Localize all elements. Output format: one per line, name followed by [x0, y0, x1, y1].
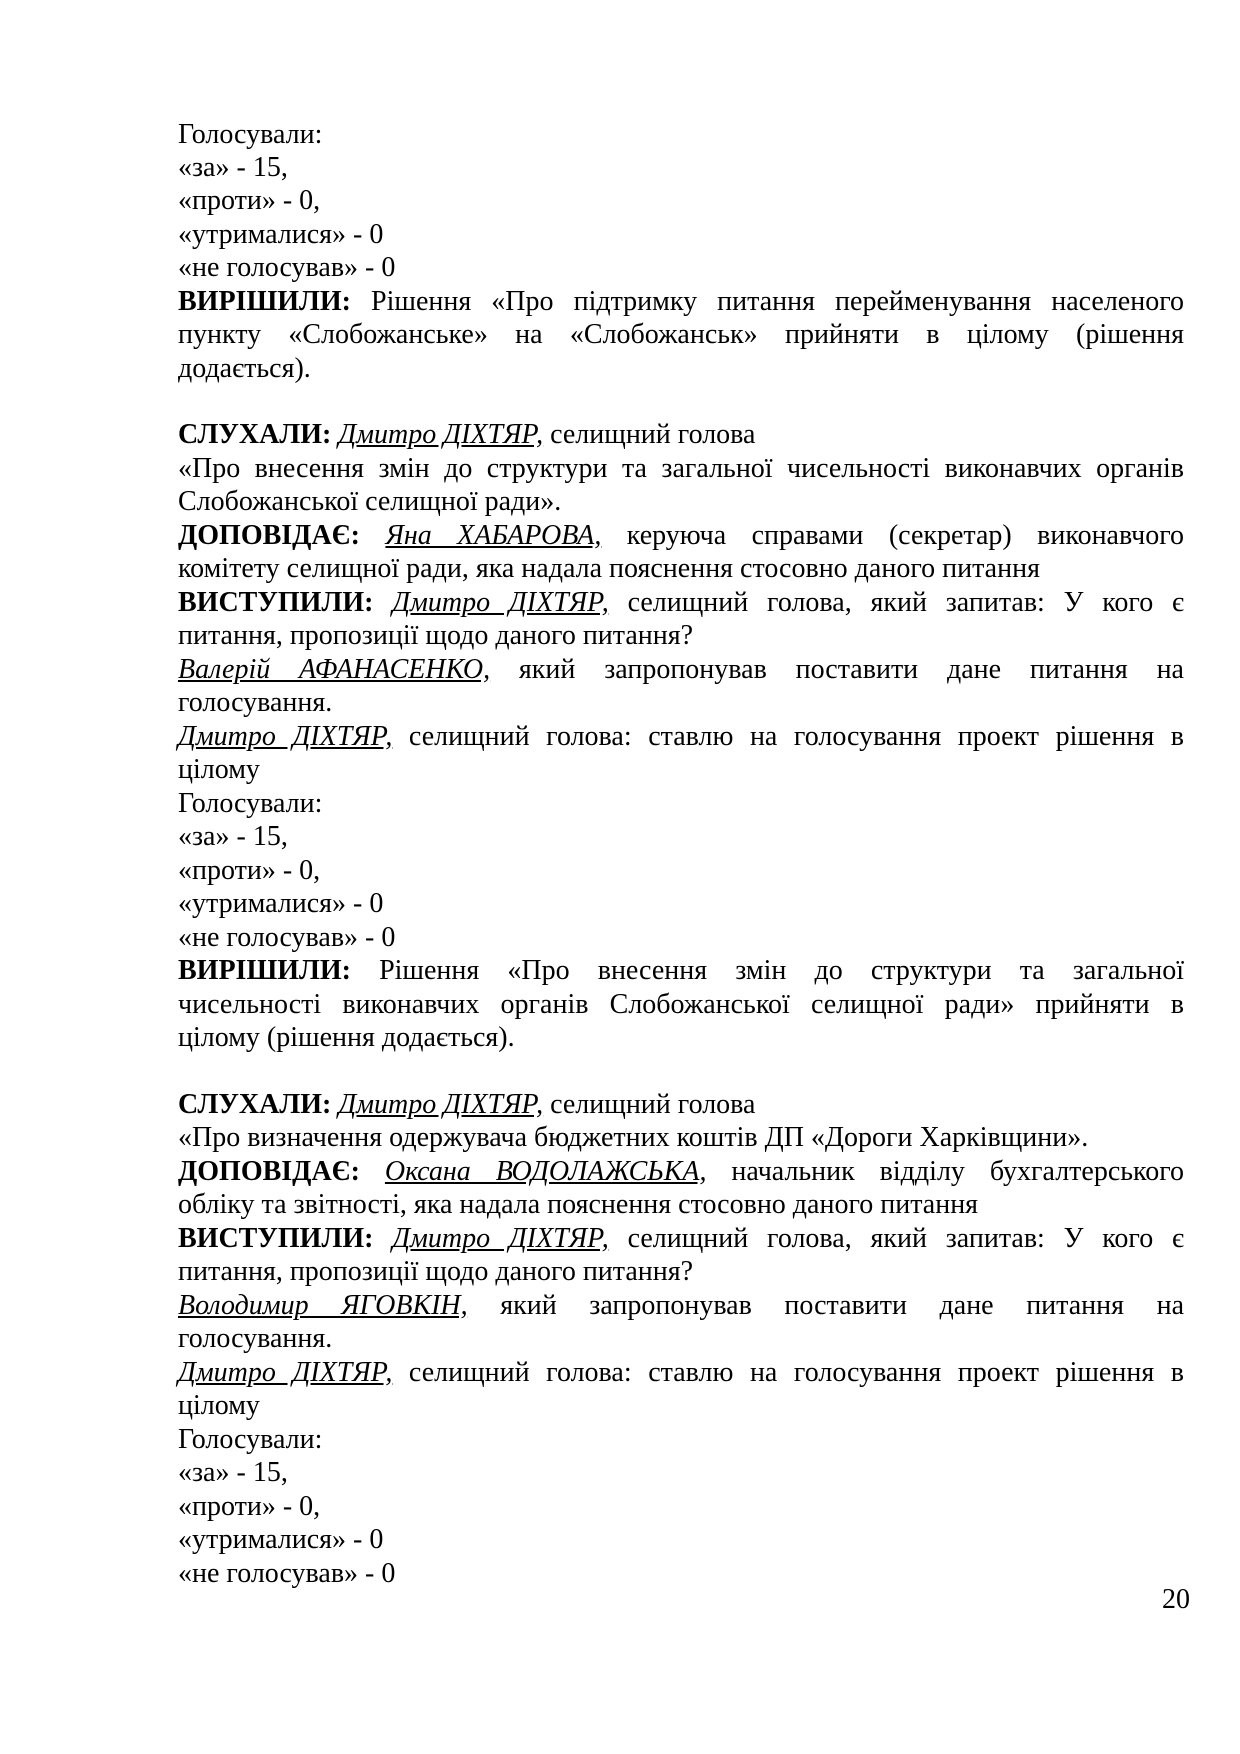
proposer-name: Валерій АФАНАСЕНКО,	[178, 654, 491, 685]
proposal-line	[178, 1289, 1184, 1323]
spoke-label: ВИСТУПИЛИ:	[178, 1223, 374, 1254]
heard-label: СЛУХАЛИ:	[178, 419, 332, 450]
spoke-label: ВИСТУПИЛИ:	[178, 587, 374, 618]
vote-for: «за» - 15,	[178, 152, 288, 183]
vote-abstained: «утрималися» - 0	[178, 219, 384, 250]
decided-label: ВИРІШИЛИ:	[178, 286, 351, 317]
reporter-name: Оксана ВОДОЛАЖСЬКА,	[384, 1156, 707, 1187]
speaker-name: Дмитро ДІХТЯР,	[392, 1223, 609, 1254]
proposal-line: голосування.	[178, 687, 333, 718]
spoke-text: селищний голова, який запитав: У кого є	[608, 587, 1185, 618]
speaker-name: Дмитро ДІХТЯР,	[392, 587, 609, 618]
speaker-role: селищний голова	[543, 419, 756, 450]
proposal-text: який запропонував поставити дане питання на	[467, 1290, 1185, 1321]
topic-line: Слобожанської селищної ради».	[178, 486, 562, 517]
chair-line	[178, 1356, 1184, 1390]
voted-label: Голосували:	[178, 788, 323, 819]
report-text: керуюча справами (секретар) виконавчого	[601, 520, 1185, 551]
decided-label: ВИРІШИЛИ:	[178, 955, 351, 986]
decision-line: чисельності виконавчих органів Слобожанської селищної ради» прийняти в	[178, 989, 1184, 1020]
topic-line: «Про визначення одержувача бюджетних коштів ДП «Дороги Харківщини».	[178, 1122, 1089, 1153]
chair-line: цілому	[178, 1390, 260, 1421]
voted-label: Голосували:	[178, 1424, 323, 1455]
report-label: ДОПОВІДАЄ:	[178, 1156, 360, 1187]
spoke-text: селищний голова, який запитав: У кого є	[608, 1223, 1185, 1254]
decision-line: цілому (рішення додається).	[178, 1022, 515, 1053]
report-label: ДОПОВІДАЄ:	[178, 520, 360, 551]
decision-line: додається).	[178, 353, 311, 384]
report-line: обліку та звітності, яка надала пояснення стосовно даного питання	[178, 1189, 979, 1220]
vote-for: «за» - 15,	[178, 821, 288, 852]
decision-line	[178, 285, 1184, 319]
vote-against: «проти» - 0,	[178, 855, 321, 886]
page-number: 20	[1162, 1584, 1190, 1615]
heard-line	[178, 1088, 1184, 1122]
vote-not-voted: «не голосував» - 0	[178, 252, 396, 283]
topic-line: «Про внесення змін до структури та загальної чисельності виконавчих органів	[178, 453, 1184, 484]
spoke-line	[178, 586, 1184, 620]
proposer-name: Володимир ЯГОВКІН,	[178, 1290, 468, 1321]
chair-name: Дмитро ДІХТЯР,	[178, 721, 393, 752]
chair-text: селищний голова: ставлю на голосування проект рішення в	[392, 721, 1184, 752]
chair-line	[178, 720, 1184, 754]
spoke-line: питання, пропозиції щодо даного питання?	[178, 620, 694, 651]
speaker-name: Дмитро ДІХТЯР,	[338, 419, 544, 450]
report-line	[178, 519, 1184, 553]
heard-line	[178, 418, 1184, 452]
report-line	[178, 1155, 1184, 1189]
decision-line	[178, 954, 1184, 988]
report-text: начальник відділу бухгалтерського	[706, 1156, 1184, 1187]
vote-against: «проти» - 0,	[178, 185, 321, 216]
decision-text: Рішення «Про внесення змін до структури та загальної	[350, 955, 1184, 986]
spoke-line	[178, 1222, 1184, 1256]
reporter-name: Яна ХАБАРОВА,	[385, 520, 602, 551]
proposal-line	[178, 653, 1184, 687]
chair-text: селищний голова: ставлю на голосування проект рішення в	[392, 1357, 1184, 1388]
decision-line: пункту «Слобожанське» на «Слобожанськ» прийняти в цілому (рішення	[178, 319, 1184, 350]
speaker-role: селищний голова	[543, 1089, 756, 1120]
vote-against: «проти» - 0,	[178, 1491, 321, 1522]
chair-line: цілому	[178, 754, 260, 785]
decision-text: Рішення «Про підтримку питання перейменування населеного	[350, 286, 1184, 317]
heard-label: СЛУХАЛИ:	[178, 1089, 332, 1120]
report-line: комітету селищної ради, яка надала пояснення стосовно даного питання	[178, 553, 1040, 584]
vote-not-voted: «не голосував» - 0	[178, 922, 396, 953]
vote-abstained: «утрималися» - 0	[178, 1524, 384, 1555]
spoke-line: питання, пропозиції щодо даного питання?	[178, 1256, 694, 1287]
proposal-text: який запропонував поставити дане питання на	[490, 654, 1184, 685]
vote-not-voted: «не голосував» - 0	[178, 1558, 396, 1589]
proposal-line: голосування.	[178, 1323, 333, 1354]
speaker-name: Дмитро ДІХТЯР,	[338, 1089, 544, 1120]
chair-name: Дмитро ДІХТЯР,	[178, 1357, 393, 1388]
vote-abstained: «утрималися» - 0	[178, 888, 384, 919]
voted-label: Голосували:	[178, 119, 323, 150]
vote-for: «за» - 15,	[178, 1457, 288, 1488]
